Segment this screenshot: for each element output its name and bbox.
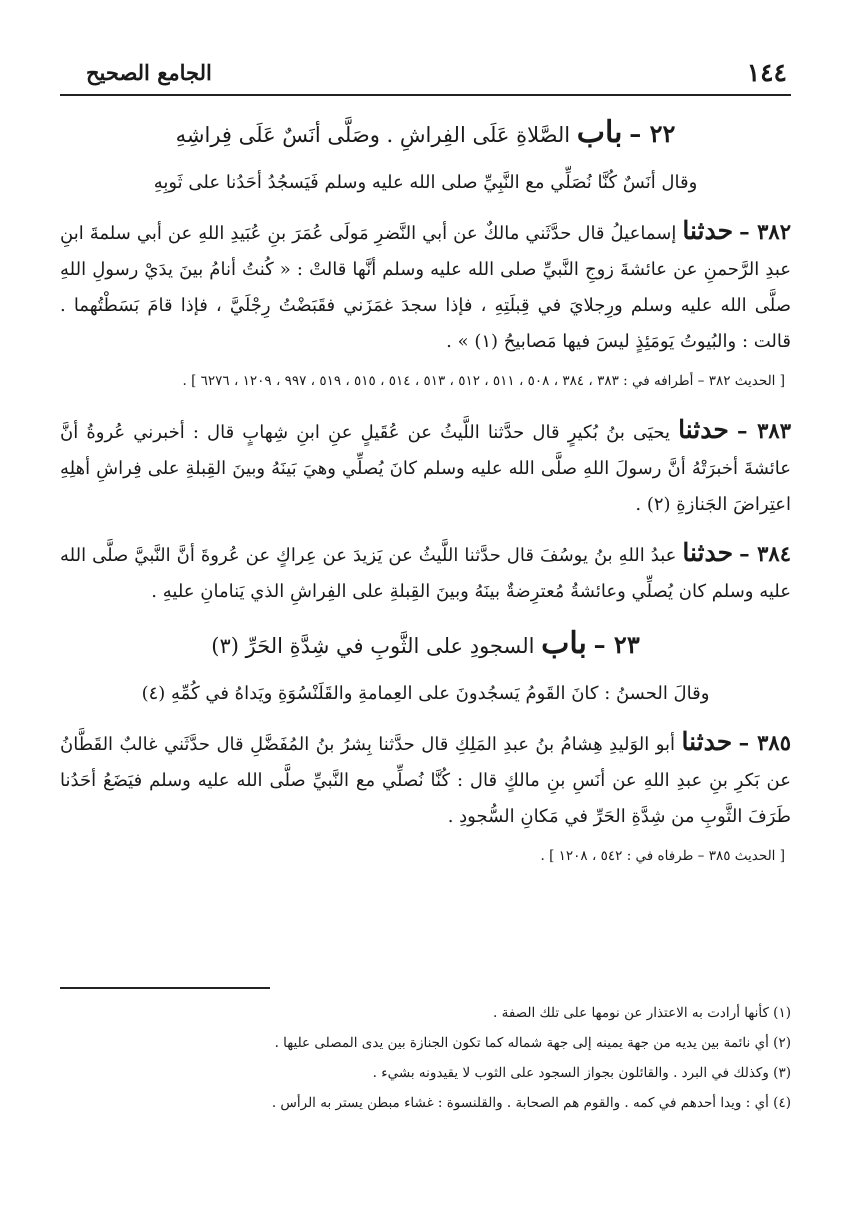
page-body [60,113,791,887]
hadith-384 [60,535,791,610]
footnotes [60,998,791,1118]
footnote: (١) كأنها أرادت به الاعتذار عن نومها على تلك الصفة . [493,1005,791,1021]
footnote: (٤) أي : ويدا أحدهم في كمه . والقوم هم الصحابة . والقلنسوة : غشاء مبطن يستر به الرأس . [271,1095,791,1111]
hadith-382 [60,213,791,360]
hadith-number: ٣٨٣ – [736,418,791,443]
chapter-heading-22 [60,113,791,155]
hadith-number: ٣٨٥ – [738,730,791,755]
hadith-number: ٣٨٢ – [739,219,791,244]
chapter-number: ٢٣ – [593,630,640,659]
footnote-rule [60,987,270,989]
chapter-note: وقالَ الحسنُ : كانَ القَومُ يَسجُدونَ على العِمامةِ والقَلَنْسُوَةِ ويَداهُ في كُمِّهِ (٤) [141,683,710,704]
hadith-text: يحيَى بنُ بُكيرٍ قال حدَّثنا اللَّيثُ عن عُقَيلٍ عنِ ابنِ شِهابٍ قال : أخبرني عُروةُ أنَّ عائشةَ أخبرَتْهُ أنَّ رسولَ اللهِ صلَّى الله عليه وسلم كانَ يُصلِّي وهيَ بَينَهُ وبينَ القِبلةِ على فِراشِ أهلِهِ اعتِراضَ الجَنازةِ (٢) . [60,422,791,515]
hadith-text: أبو الوَليدِ هِشامُ بنُ عبدِ المَلِكِ قال حدَّثنا بِشرُ بنُ المُفَضَّلِ قال حدَّثَني غالبٌ القَطَّانُ عن بَكرِ بنِ عبدِ اللهِ عن أنَسِ بنِ مالكٍ قال : كُنَّا نُصلِّي مع النَّبيِّ صلَّى الله عليه وسلم فيَضَعُ أحَدُنا طَرَفَ الثَّوبِ من شِدَّةِ الحَرِّ في مَكانِ السُّجودِ . [60,734,791,827]
chapter-heading-23 [60,624,791,666]
hadith-text: إسماعيلُ قال حدَّثَني مالكٌ عن أبي النَّضرِ مَولَى عُمَرَ بنِ عُبَيدِ اللهِ عن أبي سلمةَ ابنِ عبدِ الرَّحمنِ عن عائشةَ زوجِ النَّبيِّ صلى الله عليه وسلم أنَّها قالتْ : « كُنتُ أنامُ بينَ يدَيْ رسولِ اللهِ صلَّى الله عليه وسلم ورِجلايَ في قِبلَتِهِ ، فإذا سجدَ غمَزَني فقَبَضْتُ رِجْلَيَّ ، فإذا قامَ بَسَطْتُهما . قالت : والبُيوتُ يَومَئِذٍ ليسَ فيها مَصابيحُ (١) » . [60,223,791,352]
haddathana-word: حدثنا [678,415,729,444]
hadith-383 [60,412,791,523]
hadith-385 [60,724,791,835]
chapter-number: ٢٢ – [629,119,676,148]
header-rule [60,94,791,96]
haddathana-word: حدثنا [682,216,734,245]
book-page [60,0,791,1213]
hadith-reference: [ الحديث ٣٨٥ – طرفاه في : ٥٤٢ ، ١٢٠٨ ] . [540,848,785,864]
chapter-title: السجودِ على الثَّوبِ في شِدَّةِ الحَرِّ (٣) [211,634,535,658]
chapter-note: وقال أنَسٌ كُنَّا نُصَلِّي مع النَّبِيِّ صلى الله عليه وسلم فَيَسجُدُ أحَدُنا على ثَوبِهِ [153,172,698,193]
bab-word: باب [541,626,587,661]
chapter-title: الصَّلاةِ عَلَى الفِراشِ . وصَلَّى أنَسٌ عَلَى فِراشِهِ [175,123,571,147]
page-number: ١٤٤ [746,58,787,87]
footnote: (٢) أي نائمة بين يديه من جهة يمينه إلى جهة شماله كما تكون الجنازة بين يدى المصلى عليها . [274,1035,791,1051]
page-header [60,56,791,92]
hadith-text: عبدُ اللهِ بنُ يوسُفَ قال حدَّثنا اللَّيثُ عن يَزيدَ عن عِراكٍ عن عُروةَ أنَّ النَّبيَّ صلَّى الله عليه وسلم كان يُصلِّي وعائشةُ مُعترِضةٌ بينَهُ وبينَ القِبلةِ على الفِراشِ الذي يَنامانِ عليهِ . [60,545,791,602]
running-title: الجامع الصحيح [86,60,212,85]
footnote: (٣) وكذلك في البرد . والقائلون بجواز السجود على الثوب لا يقيدونه بشيء . [372,1065,791,1081]
haddathana-word: حدثنا [682,538,734,567]
hadith-number: ٣٨٤ – [739,541,791,566]
haddathana-word: حدثنا [681,727,733,756]
hadith-reference: [ الحديث ٣٨٢ – أطرافه في : ٣٨٣ ، ٣٨٤ ، ٥٠٨ ، ٥١١ ، ٥١٢ ، ٥١٣ ، ٥١٤ ، ٥١٥ ، ٥١٩ ، ٩٩٧ ، ١٢٠٩ ، ٦٢٧٦ ] . [182,373,785,389]
bab-word: باب [576,115,623,150]
